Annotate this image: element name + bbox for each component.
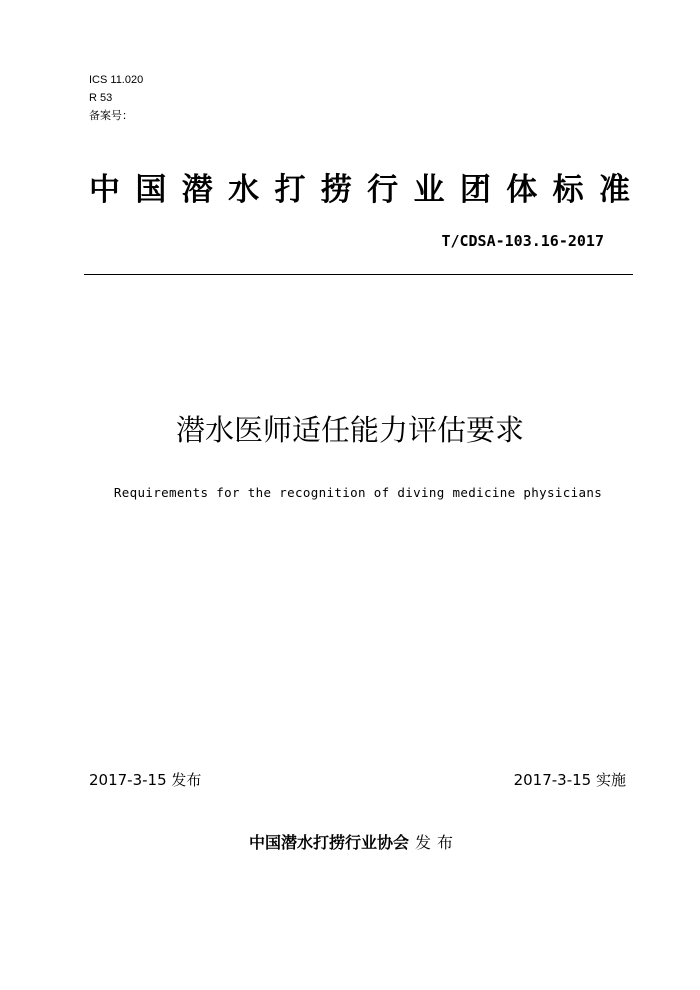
standard-category-char: 业: [413, 172, 445, 208]
standard-category-char: 准: [598, 172, 630, 208]
standard-category-char: 国: [135, 172, 167, 208]
document-title-chinese: 潜水医师适任能力评估要求: [175, 413, 524, 447]
standard-category-char: 潜: [181, 172, 213, 208]
publisher-action: 发布: [415, 833, 460, 852]
standard-category-char: 中: [89, 172, 120, 208]
standard-category-char: 标: [552, 172, 584, 208]
standard-category-char: 行: [367, 172, 399, 208]
issue-date: 2017-3-15 发布: [89, 771, 202, 789]
implementation-date: 2017-3-15 实施: [513, 771, 626, 789]
publisher-line: [0, 832, 700, 854]
standard-category-char: 打: [274, 172, 306, 208]
standard-category-title: [89, 168, 630, 212]
standard-category-char: 捞: [320, 172, 352, 208]
standard-category-char: 团: [459, 172, 491, 208]
filing-number-label: 备案号：: [89, 110, 133, 122]
standard-number: T/CDSA-103.16-2017: [441, 232, 604, 250]
standard-category-char: 水: [228, 172, 260, 208]
header-divider: [84, 274, 633, 275]
document-title-english: Requirements for the recognition of diving medicine physicians: [113, 485, 603, 500]
publisher-organization: 中国潜水打捞行业协会: [248, 833, 409, 852]
ics-code: ICS 11.020: [89, 74, 144, 86]
standard-category-char: 体: [506, 172, 538, 208]
ccs-code: R 53: [89, 92, 113, 104]
